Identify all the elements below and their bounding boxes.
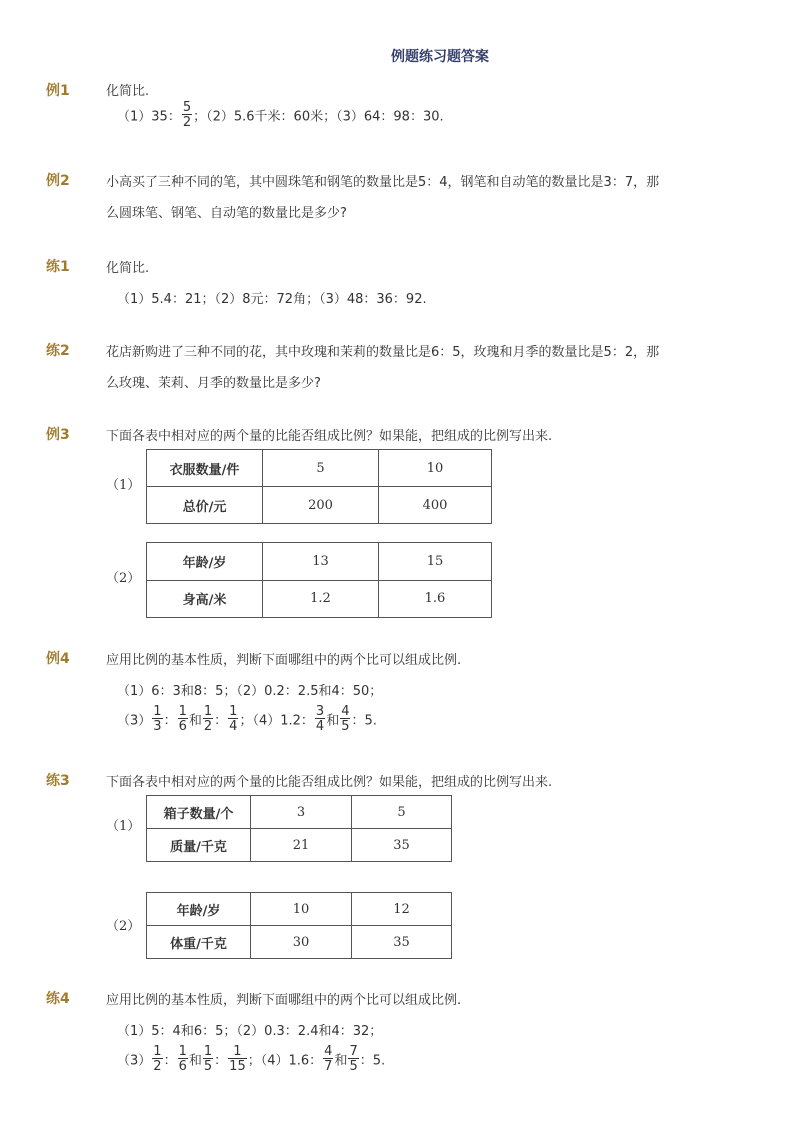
label-practice-3: 练3 [46, 773, 70, 789]
fraction: $\frac{1}{2}$ [153, 1044, 162, 1074]
label-example-1: 例1 [46, 83, 70, 99]
data-table [146, 542, 492, 618]
practice-4-text: 应用比例的基本性质，判断下面哪组中的两个比可以组成比例. [106, 993, 462, 1008]
table-tag: （1） [106, 819, 141, 834]
data-table [146, 449, 492, 524]
table-cell: 5 [352, 796, 452, 829]
table-cell: 12 [352, 893, 452, 926]
table-cell: 1.2 [263, 580, 379, 618]
table-cell: 10 [251, 893, 352, 926]
label-example-2: 例2 [46, 173, 70, 189]
example-4-sub1: （1）6：3和8：5；（2）0.2：2.5和4：50； [117, 684, 383, 699]
fraction: $\frac{1}{5}$ [203, 1044, 213, 1074]
table-cell: 身高/米 [147, 580, 263, 618]
table-cell: 5 [263, 450, 379, 487]
fraction: $\frac{7}{5}$ [349, 1044, 358, 1074]
fraction: $\frac{5}{2}$ [182, 100, 192, 130]
table-cell: 400 [379, 487, 492, 524]
fraction: $\frac{1}{4}$ [229, 704, 238, 734]
data-table [146, 795, 452, 862]
fraction: $\frac{1}{15}$ [229, 1044, 246, 1074]
label-example-4: 例4 [46, 651, 70, 667]
fraction: $\frac{4}{5}$ [341, 704, 350, 734]
table-cell: 35 [352, 829, 452, 862]
table-cell: 15 [379, 543, 492, 581]
example-1-part1: （1）35： [117, 109, 181, 125]
example-3-text: 下面各表中相对应的两个量的比能否组成比例？如果能，把组成的比例写出来. [106, 429, 553, 444]
practice-1-sub: （1）5.4：21；（2）8元：72角；（3）48：36：92. [117, 292, 427, 307]
table-cell: 21 [251, 829, 352, 862]
example-4-sub2: （3） $\frac{1}{3}$ ： $\frac{1}{6}$ 和 $\frac{1}{2}$ ： $\frac{1}{4}$ ；（4）1.2： $\frac{3}{4}$ 和 $\frac{4}{5}$ ：5. [117, 704, 377, 734]
table-cell: 箱子数量/个 [147, 796, 251, 829]
table-cell: 30 [251, 926, 352, 959]
table-cell: 1.6 [379, 580, 492, 618]
example-2-line2: 么圆珠笔、钢笔、自动笔的数量比是多少? [106, 206, 347, 221]
fraction: $\frac{1}{6}$ [178, 704, 187, 734]
table-tag: （2） [106, 571, 141, 586]
table-cell: 13 [263, 543, 379, 581]
label-example-3: 例3 [46, 427, 70, 443]
example-1-sub [117, 101, 444, 129]
table-tag: （2） [106, 919, 141, 934]
fraction: $\frac{1}{2}$ [203, 704, 213, 734]
table-cell: 10 [379, 450, 492, 487]
label-practice-4: 练4 [46, 991, 70, 1007]
fraction: $\frac{1}{3}$ [153, 704, 162, 734]
fraction: $\frac{4}{7}$ [324, 1044, 333, 1074]
table-cell: 35 [352, 926, 452, 959]
label-practice-1: 练1 [46, 259, 70, 275]
practice-1-text: 化简比. [106, 261, 150, 276]
table-tag: （1） [106, 478, 141, 493]
table-cell: 200 [263, 487, 379, 524]
data-table [146, 892, 452, 959]
table-cell: 年龄/岁 [147, 543, 263, 581]
practice-4-sub2: （3） $\frac{1}{2}$ ： $\frac{1}{6}$ 和 $\frac{1}{5}$ ： $\frac{1}{15}$ ；（4）1.6： $\frac{4}{7}$ 和 $\frac{7}{5}$ ：5. [117, 1044, 386, 1074]
practice-2-line2: 么玫瑰、茉莉、月季的数量比是多少? [106, 376, 321, 391]
table-cell: 质量/千克 [147, 829, 251, 862]
table-cell: 衣服数量/件 [147, 450, 263, 487]
table-cell: 体重/千克 [147, 926, 251, 959]
practice-2-line1: 花店新购进了三种不同的花，其中玫瑰和茉莉的数量比是6：5，玫瑰和月季的数量比是5：2，那 [106, 345, 660, 360]
practice-4-sub1: （1）5：4和6：5；（2）0.3：2.4和4：32； [117, 1024, 383, 1039]
fraction: $\frac{1}{6}$ [178, 1044, 187, 1074]
practice-3-text: 下面各表中相对应的两个量的比能否组成比例？如果能，把组成的比例写出来. [106, 775, 553, 790]
fraction: $\frac{3}{4}$ [315, 704, 325, 734]
page-title: 例题练习题答案 [391, 49, 489, 65]
table-cell: 年龄/岁 [147, 893, 251, 926]
example-2-line1: 小高买了三种不同的笔，其中圆珠笔和钢笔的数量比是5：4，钢笔和自动笔的数量比是3：7，那 [106, 175, 660, 190]
example-1-part2: ；（2）5.6千米：60米；（3）64：98：30. [193, 109, 444, 125]
table-cell: 3 [251, 796, 352, 829]
example-4-text: 应用比例的基本性质，判断下面哪组中的两个比可以组成比例. [106, 653, 462, 668]
table-cell: 总价/元 [147, 487, 263, 524]
label-practice-2: 练2 [46, 343, 70, 359]
example-1-text: 化简比. [106, 84, 150, 99]
